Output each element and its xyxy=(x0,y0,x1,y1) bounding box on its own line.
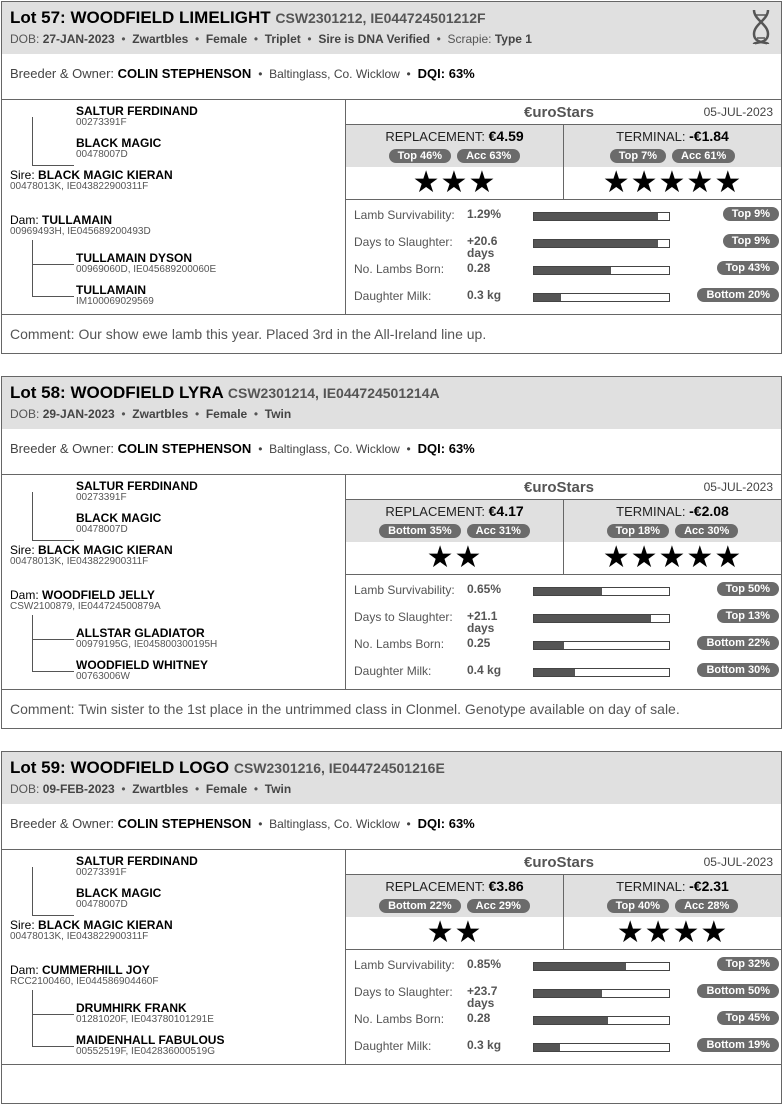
trait-value: 0.28 xyxy=(467,1011,491,1025)
terminal-label: TERMINAL: xyxy=(616,504,686,519)
dam-dam-id: IM100069029569 xyxy=(76,296,154,307)
trait-rank-badge: Top 9% xyxy=(723,234,779,248)
trait-bar xyxy=(533,239,670,248)
sire-dam-name: BLACK MAGIC xyxy=(76,136,162,150)
trait-row xyxy=(354,956,779,976)
lot-title xyxy=(10,383,773,403)
terminal-label: TERMINAL: xyxy=(616,129,686,144)
breed: Zwartbles xyxy=(132,782,189,796)
owner-name: COLIN STEPHENSON xyxy=(117,441,252,456)
trait-rank-badge: Bottom 20% xyxy=(697,288,779,302)
dam-label: Dam: xyxy=(10,963,39,977)
lot-body xyxy=(2,475,781,690)
pedigree-line xyxy=(32,265,74,297)
trait-row xyxy=(354,287,779,307)
owner-name: COLIN STEPHENSON xyxy=(117,66,252,81)
replacement-rank-badge: Bottom 22% xyxy=(379,899,461,913)
dob-label: DOB: xyxy=(10,32,40,46)
trait-rank-badge: Top 13% xyxy=(717,609,779,623)
owner-row: Breeder & Owner: COLIN STEPHENSON • Baltinglass, Co. Wicklow • DQI: 63% xyxy=(2,54,781,100)
pedigree-line xyxy=(32,150,74,166)
replacement-acc-badge: Acc 29% xyxy=(467,899,530,913)
replacement-acc-badge: Acc 31% xyxy=(467,524,530,538)
sire-dam-id: 00478007D xyxy=(76,524,128,535)
replacement-value: €3.86 xyxy=(488,878,524,894)
sire-sire-id: 00273391F xyxy=(76,492,127,503)
sire-label: Sire: xyxy=(10,168,35,182)
lot-card xyxy=(1,376,782,729)
terminal-acc-badge: Acc 28% xyxy=(675,899,738,913)
replacement-index xyxy=(346,125,563,199)
dam-dam-id: 00763006W xyxy=(76,671,130,682)
trait-bar xyxy=(533,587,670,596)
trait-value: 0.28 xyxy=(467,261,491,275)
eurostars-date: 05-JUL-2023 xyxy=(703,855,773,869)
trait-row xyxy=(354,983,779,1010)
sire-dam-id: 00478007D xyxy=(76,899,128,910)
trait-label: No. Lambs Born: xyxy=(354,262,445,276)
dam-name: WOODFIELD JELLY xyxy=(42,588,155,602)
trait-bar xyxy=(533,212,670,221)
pedigree-line xyxy=(32,615,74,640)
lot-comment: Comment: Our show ewe lamb this year. Placed 3rd in the All-Ireland line up. xyxy=(10,326,487,342)
sire xyxy=(10,918,173,932)
sire-name: BLACK MAGIC KIERAN xyxy=(38,543,173,557)
eurostars-panel xyxy=(346,850,781,1064)
sire-sire-id: 00273391F xyxy=(76,867,127,878)
trait-label: Lamb Survivability: xyxy=(354,958,455,972)
lot-header xyxy=(2,752,781,804)
trait-rank-badge: Top 43% xyxy=(717,261,779,275)
trait-bar xyxy=(533,989,670,998)
owner-label: Breeder & Owner: xyxy=(10,816,115,831)
trait-row xyxy=(354,608,779,635)
sex: Female xyxy=(205,407,248,421)
trait-label: No. Lambs Born: xyxy=(354,1012,445,1026)
trait-value: +20.6 days xyxy=(467,234,498,260)
sire-name: BLACK MAGIC KIERAN xyxy=(38,918,173,932)
replacement-stars: ★★★ xyxy=(412,166,497,199)
terminal-rank-badge: Top 18% xyxy=(607,524,669,538)
dam xyxy=(10,588,155,602)
trait-label: Days to Slaughter: xyxy=(354,610,453,624)
sire-label: Sire: xyxy=(10,918,35,932)
dam-dam-name: WOODFIELD WHITNEY xyxy=(76,658,208,672)
lot-name: Lot 57: WOODFIELD LIMELIGHT xyxy=(10,8,271,27)
dam-sire-id: 00969060D, IE045689200060E xyxy=(76,264,217,275)
replacement-index xyxy=(346,875,563,949)
eurostars-brand: €uroStars xyxy=(524,478,595,496)
trait-label: Days to Slaughter: xyxy=(354,235,453,249)
dam xyxy=(10,963,150,977)
trait-bar xyxy=(533,962,670,971)
replacement-value: €4.17 xyxy=(488,503,524,519)
terminal-rank-badge: Top 40% xyxy=(607,899,669,913)
replacement-acc-badge: Acc 63% xyxy=(457,149,520,163)
dob-value: 29-JAN-2023 xyxy=(42,407,115,421)
eurostars-date: 05-JUL-2023 xyxy=(703,480,773,494)
dam xyxy=(10,213,112,227)
trait-value: +21.1 days xyxy=(467,609,498,635)
terminal-value: -€2.08 xyxy=(689,503,729,519)
pedigree-line xyxy=(32,1015,74,1047)
lot-name: Lot 58: WOODFIELD LYRA xyxy=(10,383,224,402)
pedigree xyxy=(2,475,346,689)
trait-value: 0.85% xyxy=(467,957,502,971)
owner-location: Baltinglass, Co. Wicklow xyxy=(269,67,400,81)
sire xyxy=(10,543,173,557)
dqi: DQI: 63% xyxy=(417,66,475,81)
terminal-stars: ★★★★★ xyxy=(602,166,743,199)
terminal-label: TERMINAL: xyxy=(616,879,686,894)
sire-sire-name: SALTUR FERDINAND xyxy=(76,854,198,868)
dqi: DQI: 63% xyxy=(417,816,475,831)
replacement-label: REPLACEMENT: xyxy=(385,879,486,894)
trait-label: Lamb Survivability: xyxy=(354,208,455,222)
dam-id: 00969493H, IE045689200493D xyxy=(10,226,151,237)
lot-header xyxy=(2,377,781,429)
trait-rank-badge: Top 32% xyxy=(717,957,779,971)
lot-comment xyxy=(2,1065,781,1103)
dam-id: RCC2100460, IE044586904460F xyxy=(10,976,159,987)
trait-value: 0.65% xyxy=(467,582,502,596)
dob-label: DOB: xyxy=(10,407,40,421)
trait-value: 0.4 kg xyxy=(467,663,502,677)
trait-bar xyxy=(533,1043,670,1052)
replacement-value: €4.59 xyxy=(488,128,524,144)
trait-row xyxy=(354,206,779,226)
trait-row xyxy=(354,581,779,601)
lot-title xyxy=(10,758,773,778)
dob-value: 27-JAN-2023 xyxy=(42,32,115,46)
sire-id: 00478013K, IE043822900311F xyxy=(10,556,149,567)
dam-sire-name: DRUMHIRK FRANK xyxy=(76,1001,187,1015)
lot-body xyxy=(2,850,781,1065)
trait-row xyxy=(354,233,779,260)
breed: Zwartbles xyxy=(132,407,189,421)
trait-rank-badge: Top 9% xyxy=(723,207,779,221)
dam-dam-name: MAIDENHALL FABULOUS xyxy=(76,1033,225,1047)
sire-label: Sire: xyxy=(10,543,35,557)
owner-name: COLIN STEPHENSON xyxy=(117,816,252,831)
pedigree-line xyxy=(32,640,74,672)
lot-header xyxy=(2,2,781,54)
sire-dam-name: BLACK MAGIC xyxy=(76,511,162,525)
trait-rank-badge: Top 50% xyxy=(717,582,779,596)
trait-label: Days to Slaughter: xyxy=(354,985,453,999)
eurostars-panel xyxy=(346,475,781,689)
dam-label: Dam: xyxy=(10,213,39,227)
trait-value: 0.3 kg xyxy=(467,1038,502,1052)
owner-label: Breeder & Owner: xyxy=(10,441,115,456)
trait-row xyxy=(354,635,779,655)
eurostars-brand: €uroStars xyxy=(524,853,595,871)
trait-label: Daughter Milk: xyxy=(354,1039,432,1053)
dam-sire-id: 01281020F, IE043780101291E xyxy=(76,1014,214,1025)
eurostars-date: 05-JUL-2023 xyxy=(703,105,773,119)
lot-ids: CSW2301212, IE044724501212F xyxy=(275,10,486,26)
lot-comment: Comment: Twin sister to the 1st place in the untrimmed class in Clonmel. Genotype available on day of sale. xyxy=(10,701,680,717)
owner-location: Baltinglass, Co. Wicklow xyxy=(269,817,400,831)
terminal-value: -€2.31 xyxy=(689,878,729,894)
sex: Female xyxy=(205,32,248,46)
sire-id: 00478013K, IE043822900311F xyxy=(10,181,149,192)
lot-title xyxy=(10,8,773,28)
eurostars-panel xyxy=(346,100,781,314)
dam-sire-id: 00979195G, IE045800300195H xyxy=(76,639,218,650)
sire-dam-id: 00478007D xyxy=(76,149,128,160)
dna-icon xyxy=(749,8,773,46)
pedigree xyxy=(2,100,346,314)
lot-ids: CSW2301214, IE044724501214A xyxy=(227,385,440,401)
owner-label: Breeder & Owner: xyxy=(10,66,115,81)
birth-type: Twin xyxy=(264,782,292,796)
trait-label: Daughter Milk: xyxy=(354,289,432,303)
lot-details: DOB: 27-JAN-2023 • Zwartbles • Female • Triplet • Sire is DNA Verified • Scrapie: Type 1 xyxy=(10,32,532,46)
trait-bar xyxy=(533,641,670,650)
sire-name: BLACK MAGIC KIERAN xyxy=(38,168,173,182)
eurostars-brand: €uroStars xyxy=(524,103,595,121)
lot-details: DOB: 09-FEB-2023 • Zwartbles • Female • Twin xyxy=(10,782,292,796)
trait-value: 1.29% xyxy=(467,207,502,221)
dam-name: CUMMERHILL JOY xyxy=(42,963,150,977)
pedigree-line xyxy=(32,990,74,1015)
trait-row xyxy=(354,1010,779,1030)
trait-rank-badge: Bottom 50% xyxy=(697,984,779,998)
owner-location: Baltinglass, Co. Wicklow xyxy=(269,442,400,456)
trait-bar xyxy=(533,1016,670,1025)
lot-card xyxy=(1,1,782,354)
trait-bar xyxy=(533,668,670,677)
trait-bar xyxy=(533,614,670,623)
trait-value: 0.25 xyxy=(467,636,491,650)
pedigree-line xyxy=(32,240,74,265)
trait-rank-badge: Bottom 19% xyxy=(697,1038,779,1052)
sire-sire-name: SALTUR FERDINAND xyxy=(76,104,198,118)
owner-row: Breeder & Owner: COLIN STEPHENSON • Baltinglass, Co. Wicklow • DQI: 63% xyxy=(2,429,781,475)
pedigree-line xyxy=(32,525,74,541)
sire xyxy=(10,168,173,182)
terminal-stars: ★★★★ xyxy=(616,916,729,949)
terminal-index xyxy=(563,125,781,199)
dam-dam-name: TULLAMAIN xyxy=(76,283,146,297)
replacement-label: REPLACEMENT: xyxy=(385,504,486,519)
birth-type: Twin xyxy=(264,407,292,421)
terminal-rank-badge: Top 7% xyxy=(610,149,666,163)
birth-type: Triplet xyxy=(264,32,301,46)
trait-rank-badge: Top 45% xyxy=(717,1011,779,1025)
dam-sire-name: ALLSTAR GLADIATOR xyxy=(76,626,205,640)
lot-details: DOB: 29-JAN-2023 • Zwartbles • Female • Twin xyxy=(10,407,292,421)
trait-value: +23.7 days xyxy=(467,984,498,1010)
sex: Female xyxy=(205,782,248,796)
trait-label: Lamb Survivability: xyxy=(354,583,455,597)
replacement-rank-badge: Top 46% xyxy=(389,149,451,163)
sire-sire-name: SALTUR FERDINAND xyxy=(76,479,198,493)
trait-bar xyxy=(533,293,670,302)
breed: Zwartbles xyxy=(132,32,189,46)
replacement-stars: ★★ xyxy=(426,916,483,949)
trait-label: No. Lambs Born: xyxy=(354,637,445,651)
dam-dam-id: 00552519F, IE042836000519G xyxy=(76,1046,216,1057)
sire-id: 00478013K, IE043822900311F xyxy=(10,931,149,942)
replacement-stars: ★★ xyxy=(426,541,483,574)
terminal-acc-badge: Acc 61% xyxy=(672,149,735,163)
dam-sire-name: TULLAMAIN DYSON xyxy=(76,251,192,265)
dob-label: DOB: xyxy=(10,782,40,796)
lot-ids: CSW2301216, IE044724501216E xyxy=(233,760,445,776)
lot-name: Lot 59: WOODFIELD LOGO xyxy=(10,758,230,777)
sire-dna-verified: Sire is DNA Verified xyxy=(318,32,430,46)
replacement-index xyxy=(346,500,563,574)
scrapie-label: Scrapie: xyxy=(447,32,492,46)
lot-body xyxy=(2,100,781,315)
dam-name: TULLAMAIN xyxy=(42,213,112,227)
sire-dam-name: BLACK MAGIC xyxy=(76,886,162,900)
trait-value: 0.3 kg xyxy=(467,288,502,302)
trait-bar xyxy=(533,266,670,275)
terminal-stars: ★★★★★ xyxy=(602,541,743,574)
trait-row xyxy=(354,1037,779,1057)
terminal-acc-badge: Acc 30% xyxy=(675,524,738,538)
sire-sire-id: 00273391F xyxy=(76,117,127,128)
dqi: DQI: 63% xyxy=(417,441,475,456)
pedigree-line xyxy=(32,900,74,916)
owner-row: Breeder & Owner: COLIN STEPHENSON • Baltinglass, Co. Wicklow • DQI: 63% xyxy=(2,804,781,850)
replacement-rank-badge: Bottom 35% xyxy=(379,524,461,538)
terminal-index xyxy=(563,875,781,949)
terminal-index xyxy=(563,500,781,574)
dam-id: CSW2100879, IE044724500879A xyxy=(10,601,161,612)
scrapie-value: Type 1 xyxy=(494,32,532,46)
lot-card xyxy=(1,751,782,1104)
terminal-value: -€1.84 xyxy=(689,128,729,144)
trait-rank-badge: Bottom 22% xyxy=(697,636,779,650)
trait-label: Daughter Milk: xyxy=(354,664,432,678)
trait-row xyxy=(354,662,779,682)
dob-value: 09-FEB-2023 xyxy=(42,782,115,796)
trait-rank-badge: Bottom 30% xyxy=(697,663,779,677)
trait-row xyxy=(354,260,779,280)
dam-label: Dam: xyxy=(10,588,39,602)
replacement-label: REPLACEMENT: xyxy=(385,129,486,144)
pedigree xyxy=(2,850,346,1064)
